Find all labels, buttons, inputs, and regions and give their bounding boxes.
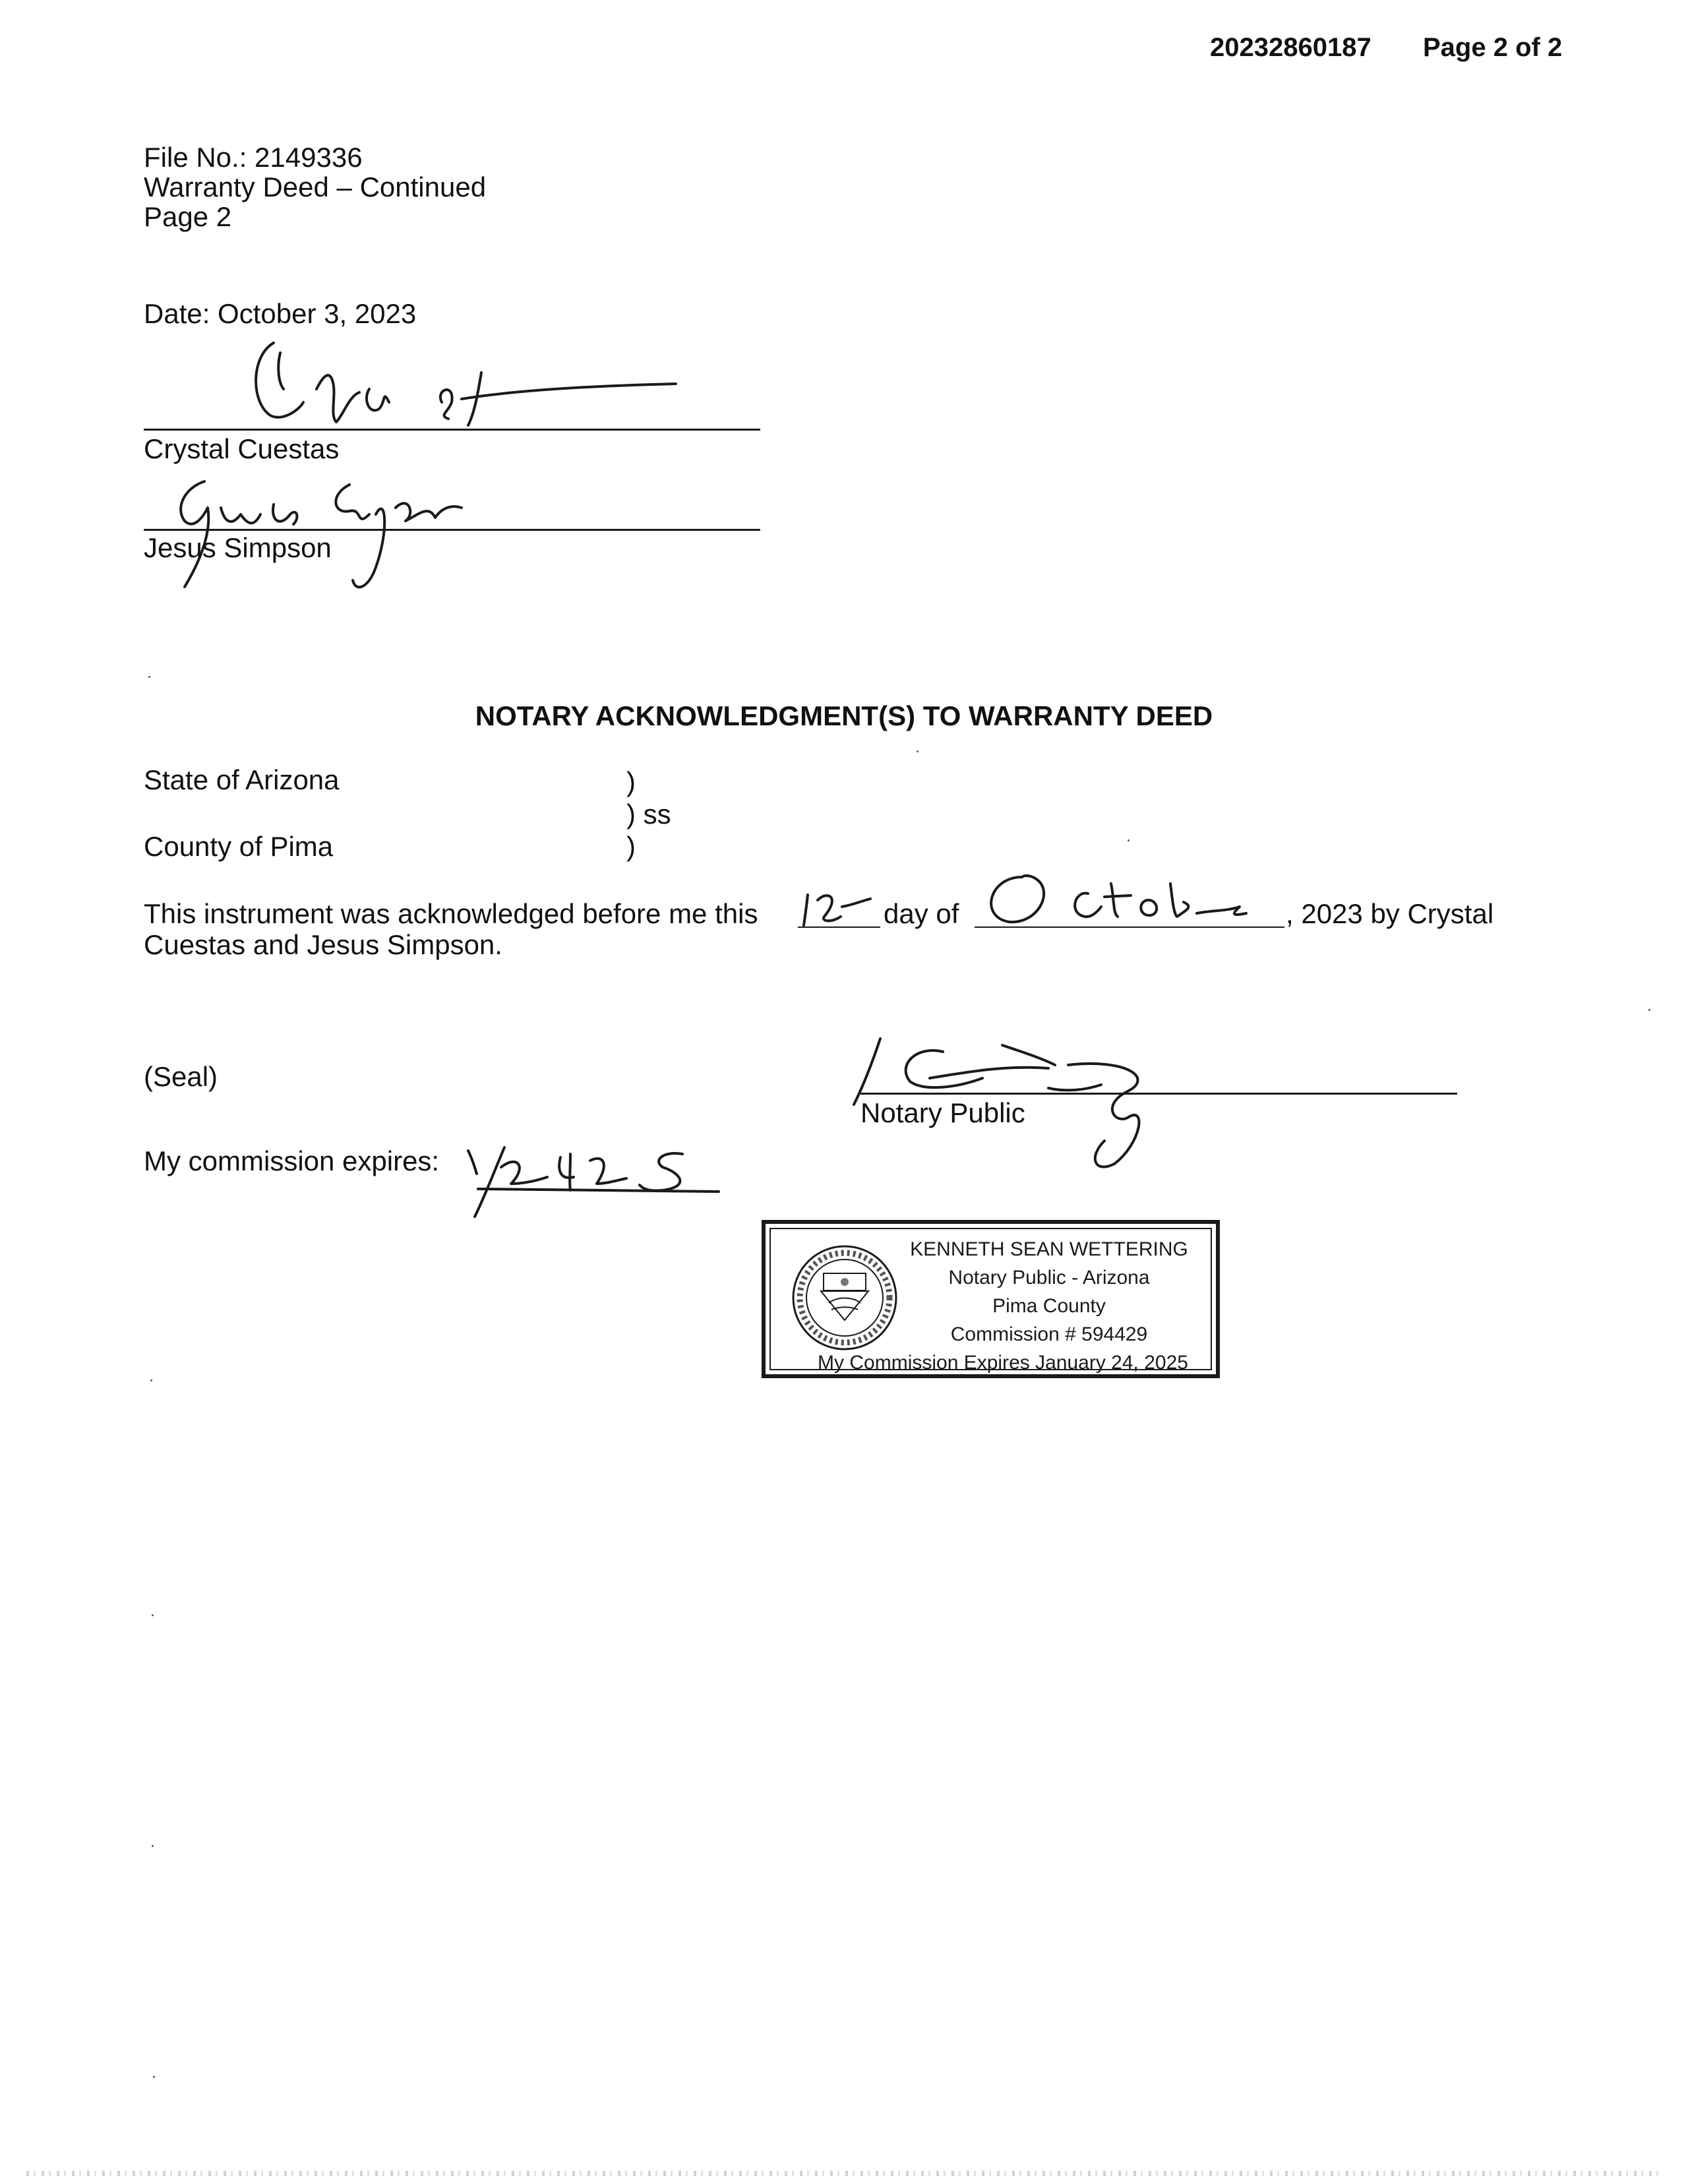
ack-text-part3: , 2023 by Crystal bbox=[1286, 898, 1494, 929]
notary-stamp bbox=[762, 1220, 1220, 1378]
scan-speck bbox=[153, 2076, 155, 2078]
scan-speck bbox=[1648, 1009, 1650, 1011]
scan-noise-strip bbox=[26, 2171, 1662, 2176]
crystal-cuestas-signature bbox=[237, 330, 699, 442]
stamp-commission-number: Commission # 594429 bbox=[950, 1323, 1148, 1345]
venue-ss: ) ss bbox=[626, 799, 671, 830]
page-indicator: Page 2 of 2 bbox=[1423, 33, 1563, 62]
signature-line-2 bbox=[144, 529, 760, 531]
arizona-state-seal-icon bbox=[791, 1244, 899, 1352]
scan-speck bbox=[148, 676, 150, 678]
scan-speck bbox=[152, 1845, 154, 1847]
page-number: Page 2 bbox=[144, 201, 232, 232]
scan-speck bbox=[1128, 839, 1130, 841]
state-label: State of Arizona bbox=[144, 764, 340, 795]
document-number: 20232860187 bbox=[1210, 33, 1372, 62]
notary-public-label: Notary Public bbox=[860, 1097, 1025, 1128]
county-label: County of Pima bbox=[144, 831, 334, 862]
commission-expires-label: My commission expires: bbox=[144, 1145, 440, 1176]
signer-name-2: Jesus Simpson bbox=[144, 532, 332, 563]
scan-speck bbox=[917, 750, 919, 752]
venue-paren-top: ) bbox=[626, 766, 636, 797]
month-handwritten bbox=[976, 864, 1286, 930]
commission-expires-handwritten bbox=[465, 1138, 729, 1223]
stamp-notary-name: KENNETH SEAN WETTERING bbox=[910, 1238, 1188, 1260]
deed-date: Date: October 3, 2023 bbox=[144, 298, 417, 329]
ack-text-part1: This instrument was acknowledged before me this bbox=[144, 898, 758, 929]
stamp-notary-title: Notary Public - Arizona bbox=[948, 1267, 1150, 1289]
stamp-county: Pima County bbox=[992, 1295, 1106, 1317]
document-title: Warranty Deed – Continued bbox=[144, 171, 487, 202]
scan-speck bbox=[152, 1614, 154, 1616]
file-number: File No.: 2149336 bbox=[144, 142, 363, 173]
seal-label: (Seal) bbox=[144, 1061, 218, 1092]
signer-name-1: Crystal Cuestas bbox=[144, 433, 340, 464]
signature-line-1 bbox=[144, 429, 760, 431]
notary-section-title: NOTARY ACKNOWLEDGMENT(S) TO WARRANTY DEED bbox=[475, 700, 1213, 731]
ack-text-line2: Cuestas and Jesus Simpson. bbox=[144, 929, 502, 960]
day-handwritten bbox=[795, 887, 884, 933]
venue-paren-bottom: ) bbox=[626, 831, 636, 862]
stamp-expiration: My Commission Expires January 24, 2025 bbox=[818, 1352, 1188, 1374]
notary-signature-line bbox=[860, 1093, 1457, 1095]
ack-text-part2: day of bbox=[884, 898, 959, 929]
scan-speck bbox=[150, 1380, 152, 1381]
